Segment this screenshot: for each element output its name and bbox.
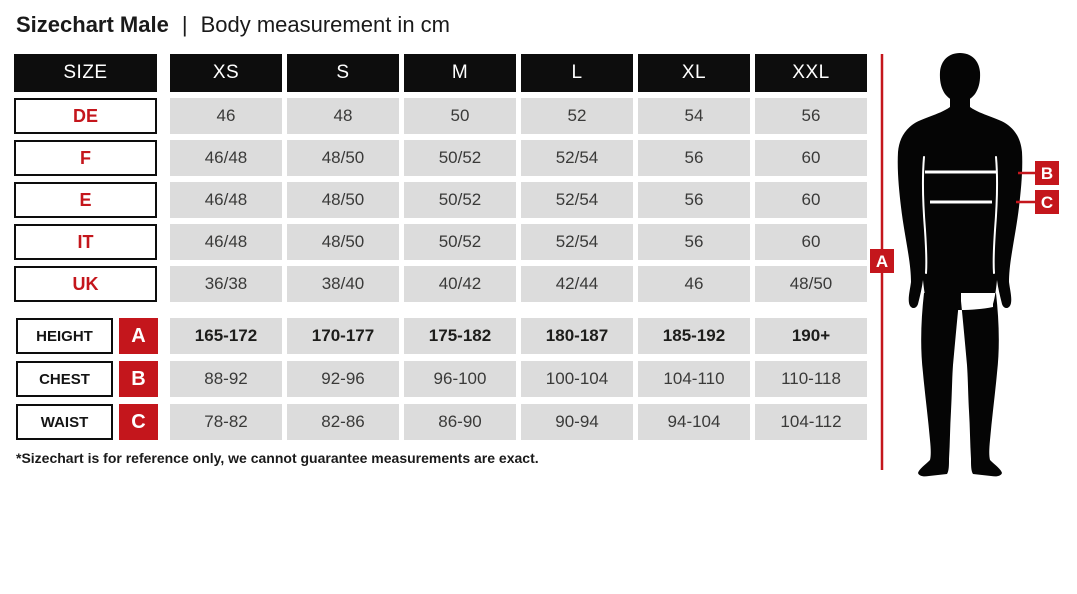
data-cell: 56 [638,140,750,176]
data-cell: 52/54 [521,224,633,260]
data-cell: 56 [638,224,750,260]
column-header-xxl: XXL [755,54,867,92]
data-cell: 40/42 [404,266,516,302]
data-cell: 175-182 [404,318,516,354]
data-cell: 60 [755,224,867,260]
data-cell: 110-118 [755,361,867,397]
male-figure [865,45,1077,480]
data-cell: 94-104 [638,404,750,440]
body-silhouette [898,53,1023,476]
data-cell: 190+ [755,318,867,354]
title-separator: | [181,12,188,37]
data-cell: 50/52 [404,140,516,176]
data-cell: 96-100 [404,361,516,397]
data-cell: 90-94 [521,404,633,440]
figure-marker-c-label: C [1040,193,1054,212]
data-cell: 46/48 [170,224,282,260]
data-cell: 180-187 [521,318,633,354]
row-label-height [14,318,165,354]
waist-band-line [930,201,992,204]
data-cell: 52/54 [521,140,633,176]
row-label-waist [14,404,165,440]
data-cell: 50/52 [404,182,516,218]
figure-marker-a-label: A [875,252,889,271]
row-label-de: DE [14,98,157,134]
data-cell: 46 [170,98,282,134]
measure-name-label: CHEST [16,361,113,397]
data-cell: 60 [755,182,867,218]
data-cell: 48/50 [287,182,399,218]
data-cell: 104-110 [638,361,750,397]
data-cell: 46 [638,266,750,302]
data-cell: 56 [755,98,867,134]
data-cell: 52/54 [521,182,633,218]
data-cell: 50/52 [404,224,516,260]
column-header-xs: XS [170,54,282,92]
column-header-xl: XL [638,54,750,92]
measure-name-label: HEIGHT [16,318,113,354]
data-cell: 52 [521,98,633,134]
data-cell: 78-82 [170,404,282,440]
data-cell: 56 [638,182,750,218]
data-cell: 54 [638,98,750,134]
measure-marker-a: A [119,318,158,354]
data-cell: 42/44 [521,266,633,302]
column-header-s: S [287,54,399,92]
data-cell: 50 [404,98,516,134]
row-label-e: E [14,182,157,218]
data-cell: 38/40 [287,266,399,302]
data-cell: 46/48 [170,140,282,176]
size-header-cell: SIZE [14,54,157,92]
data-cell: 36/38 [170,266,282,302]
figure-marker-b-label: B [1040,164,1054,183]
measure-marker-c: C [119,404,158,440]
data-cell: 82-86 [287,404,399,440]
data-cell: 170-177 [287,318,399,354]
data-cell: 104-112 [755,404,867,440]
row-label-it: IT [14,224,157,260]
data-cell: 48/50 [755,266,867,302]
column-header-m: M [404,54,516,92]
measure-name-label: WAIST [16,404,113,440]
data-cell: 48/50 [287,224,399,260]
size-table [14,54,867,302]
data-cell: 88-92 [170,361,282,397]
footnote: *Sizechart is for reference only, we cannot guarantee measurements are exact. [16,450,539,466]
measure-marker-b: B [119,361,158,397]
data-cell: 60 [755,140,867,176]
chest-band-line [925,171,997,174]
column-header-l: L [521,54,633,92]
data-cell: 100-104 [521,361,633,397]
measurement-table [14,318,867,440]
title-subtitle: Body measurement in cm [200,12,450,37]
data-cell: 165-172 [170,318,282,354]
data-cell: 92-96 [287,361,399,397]
row-label-uk: UK [14,266,157,302]
row-label-chest [14,361,165,397]
data-cell: 86-90 [404,404,516,440]
data-cell: 48/50 [287,140,399,176]
male-figure-svg [865,45,1077,480]
page-title [16,11,450,39]
data-cell: 48 [287,98,399,134]
data-cell: 46/48 [170,182,282,218]
data-cell: 185-192 [638,318,750,354]
row-label-f: F [14,140,157,176]
title-main: Sizechart Male [16,12,169,37]
